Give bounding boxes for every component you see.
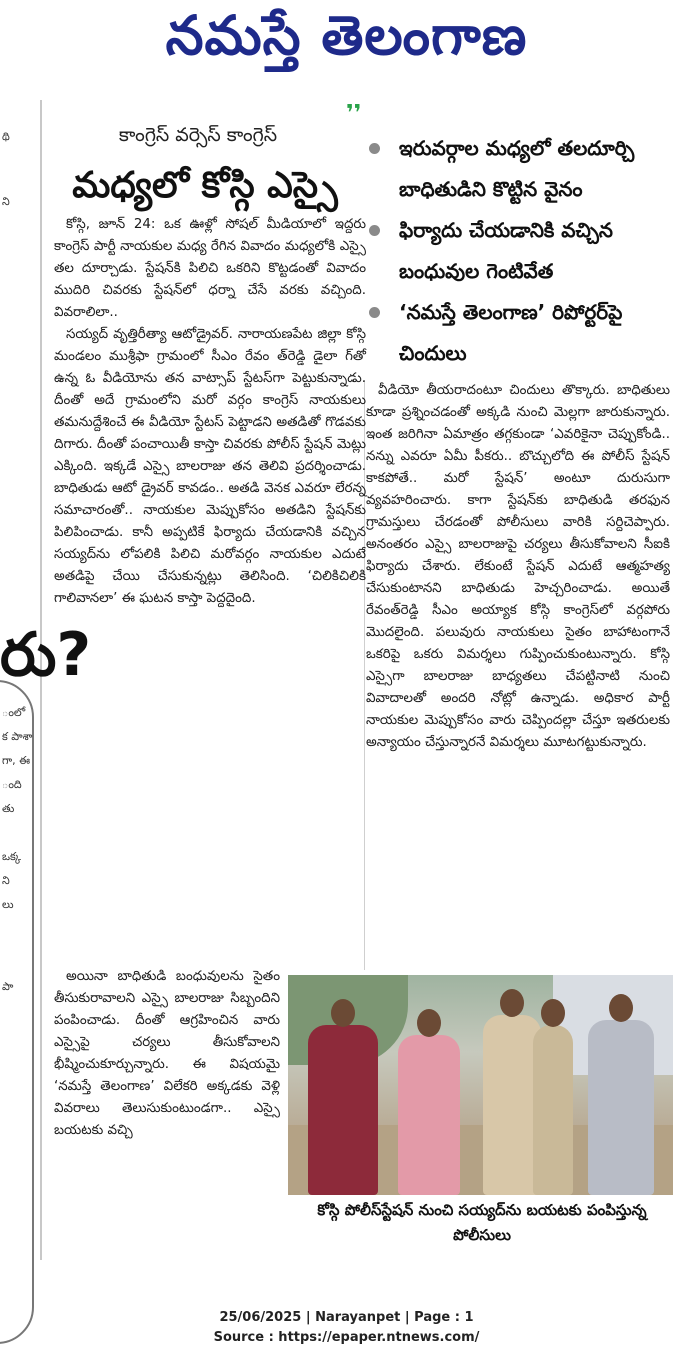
highlight-item (367, 210, 677, 292)
strip-fragment: ఒక్క (2, 850, 22, 863)
highlight-item (367, 128, 677, 210)
highlight-item (367, 292, 677, 374)
left-strip-adjacent-article (0, 100, 92, 1260)
article-body-column-2 (366, 380, 670, 966)
highlight-text: ‘నమస్తే తెలంగాణ’ రిపోర్టర్‌పై చిందులు (399, 300, 623, 365)
footer (0, 1308, 693, 1348)
strip-fragment: ని (2, 874, 10, 887)
photo-caption: కోస్గి పోలీస్‌స్టేషన్ నుంచి సయ్యద్‌ను బయటకు పంపిస్తున్న పోలీసులు (317, 1201, 647, 1244)
footer-source: Source : https://epaper.ntnews.com/ (213, 1330, 480, 1345)
bullet-icon (369, 143, 380, 154)
strip-fragment: ంలో (2, 706, 26, 719)
strip-fragment: క పాశా (2, 730, 33, 743)
bullet-icon (369, 225, 380, 236)
strip-fragment: ని (2, 195, 10, 208)
strip-headline-fragment: రు? (0, 620, 92, 690)
article-kicker: కాంగ్రెస్ వర్సెస్ కాంగ్రెస్ (118, 124, 278, 146)
footer-date-page: 25/06/2025 | Narayanpet | Page : 1 (219, 1310, 474, 1325)
strip-fragment: థి (2, 130, 10, 143)
strip-fragment: పా (2, 980, 14, 993)
article-body-column-1-continued (54, 966, 280, 1260)
photo-person (308, 1025, 378, 1195)
photo-person (398, 1035, 460, 1195)
article-body-column-1 (54, 214, 366, 964)
article-paragraph: సయ్యద్ వృత్తిరీత్యా ఆటోడ్రైవర్. నారాయణపేట జిల్లా కోస్గి మండలం ముశ్రీఫా గ్రామంలో సీఎం రేవం త్‌రెడ్డి డైలా గ్‌తో ఉన్న ఓ వీడియోను తన వాట్సాప్ స్టేటస్‌గా పెట్టుకున్నాడు. దీంతో అదే గ్రామంలోని మరో వర్గం కాంగ్రెస్ నాయకులు తమనుద్దేశించే ఈ వీడియో స్టేటస్ పెట్టాడని అతడితో గొడవకు దిగారు. దీంతో పంచాయితీ కాస్తా చివరకు పోలీస్ స్టేషన్ మెట్లు ఎక్కింది. ఇక్కడే ఎస్సై బాలరాజు తన తెలివి ప్రదర్శించాడు. బాధితుడు ఆటో డ్రైవర్ కావడం.. అతడి వెనక ఎవరూ లేరన్న సమాచారంతో.. నాయకుల మెప్పుకోసం అతడిని స్టేషన్‌కు పిలిపించాడు. కానీ అప్పటికే ఫిర్యాదు చేయడానికి వచ్చిన సయ్యద్‌ను లోపలికి పిలిచి మరోవర్గం నాయకుల ఎదుటే అతడిపై చేయి చేసుకున్నట్లు తెలిసింది. ‘చిలికిచిలికి గాలివానలా’ ఈ ఘటన కాస్తా పెద్దదైంది. (54, 327, 366, 606)
article-paragraph: కోస్గి, జూన్ 24: ఒక ఊళ్లో సోషల్ మీడియాలో ఇద్దరు కాంగ్రెస్ పార్టీ నాయకుల మధ్య రేగిన వివాదం మధ్యలోకి ఎస్సై తల దూర్చాడు. స్టేషన్‌కి పిలిచి ఒకరిని కొట్టడంతో వివాదం ముదిరి చివరకు స్టేషన్‌లో ధర్నా చేసే వరకు వచ్చింది. వివరాలిలా.. (54, 217, 366, 320)
highlight-text: ఇరువర్గాల మధ్యలో తలదూర్చి బాధితుడిని కొట్టిన వైనం (399, 136, 635, 201)
strip-fragment: ంది (2, 778, 22, 791)
photo-person (533, 1025, 573, 1195)
masthead-title: నమస్తే తెలంగాణ (165, 4, 528, 67)
article-headline: మధ్యలో కోస్గి ఎస్సై (72, 165, 338, 206)
strip-fragment: లు (2, 898, 14, 911)
quote-icon: ❜❜ (346, 101, 362, 126)
article-paragraph: వీడియో తీయరాదంటూ చిందులు తొక్కారు. బాధితులు కూడా ప్రశ్నించడంతో అక్కడి నుంచి మెల్లగా జారుకున్నారు. ఇంత జరిగినా ఏమాత్రం తగ్గకుండా ‘ఎవరికైనా చెప్పుకోండి.. నన్ను ఎవరూ ఏమీ పీకరు.. బొచ్చులోది ఈ పోలీస్ స్టేషన్ కాకపోతే.. మరో స్టేషన్’ అంటూ దురుసుగా వ్యవహరించారు. కాగా స్టేషన్‌కు బాధితుడి తరఫున గ్రామస్తులు చేరడంతో పోలీసులు వారికి సర్దిచెప్పారు. అనంతరం ఎస్సై బాలరాజుపై చర్యలు తీసుకోవాలని సీఐకి ఫిర్యాదు చేశారు. లేకుంటే స్టేషన్ ఎదుటే ఆత్మహత్య చేసుకుంటానని బాధితుడు హెచ్చరించాడు. అయితే రేవంత్‌రెడ్డి సీఎం అయ్యాక కోస్గి కాంగ్రెస్‌లో వర్గపోరు మొదలైంది. పలువురు నాయకులు సైతం బాహాటంగానే ఒకరిపై ఒకరు విమర్శలు గుప్పించుకుంటున్నారు. కోస్గి ఎస్సైగా బాలరాజు బాధ్యతలు చేపట్టినాటి నుంచి వివాదాలతో అందరి నోట్లో ఉన్నాడు. అధికార పార్టీ నాయకుల మెప్పుకోసం వారు చెప్పిందల్లా చేస్తూ ఇతరులకు అన్యాయం చేస్తున్నారనే విమర్శలు మూటగట్టుకున్నారు. (366, 383, 670, 750)
highlight-text: ఫిర్యాదు చేయడానికి వచ్చిన బంధువుల గెంటివేత (399, 218, 613, 283)
strip-fragment: గా, ఈ (2, 754, 31, 767)
masthead (0, 0, 693, 84)
article-photo (288, 975, 673, 1195)
bullet-icon (369, 307, 380, 318)
strip-fragment: తు (2, 802, 15, 815)
article-paragraph: అయినా బాధితుడి బంధువులను సైతం తీసుకురావాలని ఎస్సై బాలరాజు సిబ్బందిని పంపించాడు. దీంతో ఆగ్రహించిన వారు ఎస్సైపై చర్యలు తీసుకోవాలని భీష్మించుకూర్చున్నారు. ఈ విషయమై ‘నమస్తే తెలంగాణ’ విలేకరి అక్కడకు వెళ్లి వివరాలు తెలుసుకుంటుండగా.. ఎస్సై బయటకు వచ్చి (54, 969, 280, 1138)
photo-person (588, 1020, 654, 1195)
article-highlights (367, 128, 677, 374)
